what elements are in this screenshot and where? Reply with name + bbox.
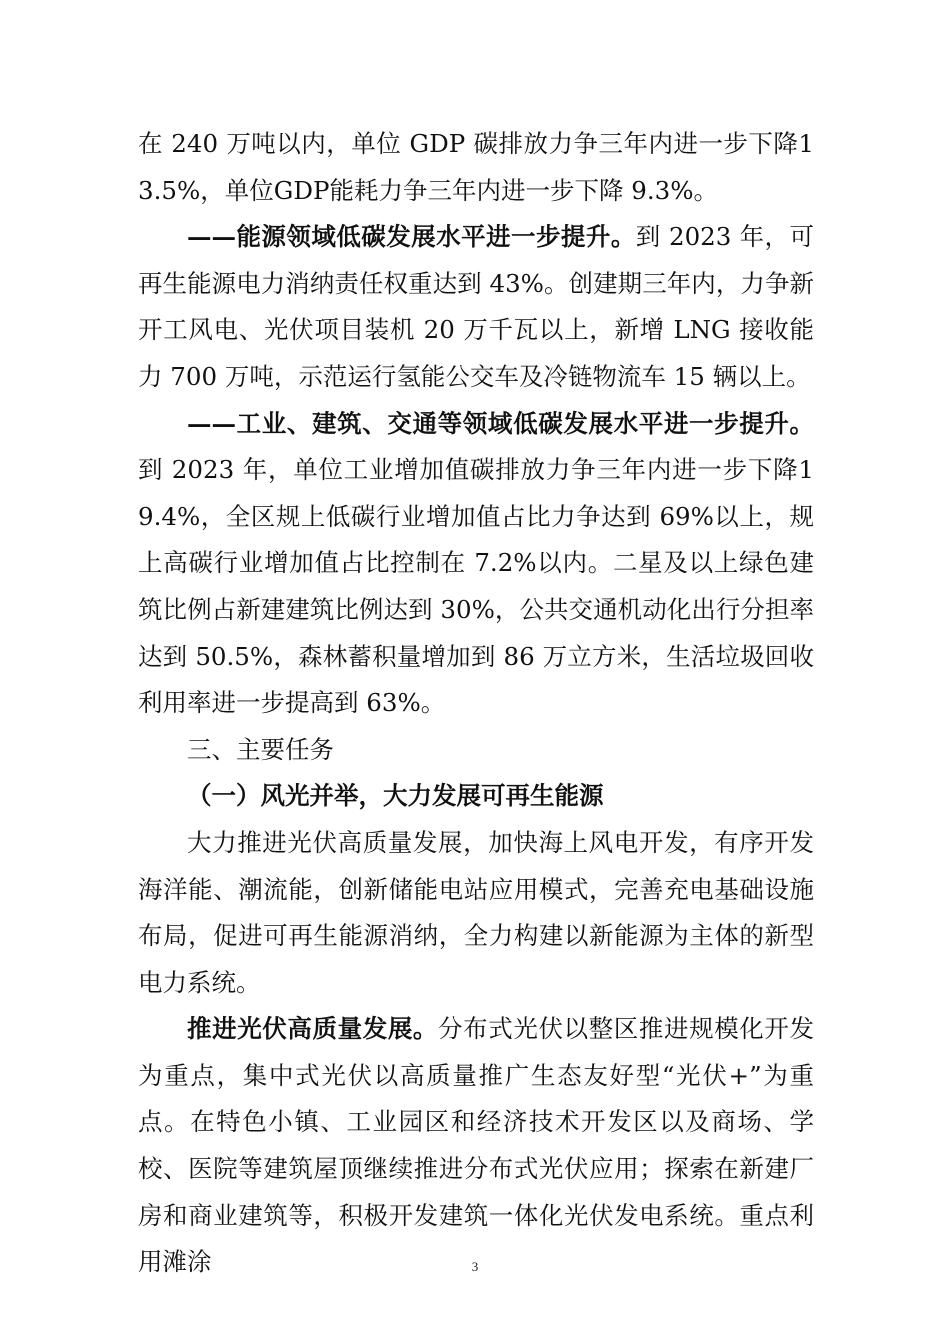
industry-sector-lead: ——工业、建筑、交通等领域低碳发展水平进一步提升。 <box>187 408 814 438</box>
paragraph-renewable-overview: 大力推进光伏高质量发展，加快海上风电开发，有序开发海洋能、潮流能，创新储能电站应用模式，完善充电基础设施布局，促进可再生能源消纳，全力构建以新能源为主体的新型电力系统。 <box>138 827 814 997</box>
section-heading: 三、主要任务 <box>187 734 334 764</box>
photovoltaic-lead: 推进光伏高质量发展。 <box>187 1014 439 1044</box>
page-number: 3 <box>471 1259 479 1274</box>
paragraph-energy-sector <box>138 214 814 400</box>
document-body <box>138 121 814 1286</box>
subsection-heading: （一）风光并举，大力发展可再生能源 <box>187 781 604 811</box>
photovoltaic-text: 分布式光伏以整区推进规模化开发为重点，集中式光伏以高质量推广生态友好型“光伏+”为重点。在特色小镇、工业园区和经济技术开发区以及商场、学校、医院等建筑屋顶继续推进分布式光伏应用；探索在新建厂房和商业建筑等，积极开发建筑一体化光伏发电系统。重点利用滩涂 <box>138 1014 815 1277</box>
energy-sector-lead: ——能源领域低碳发展水平进一步提升。 <box>187 222 636 252</box>
industry-sector-text: 到 2023 年，单位工业增加值碳排放力争三年内进一步下降19.4%，全区规上低碳行业增加值占比力争达到 69%以上，规上高碳行业增加值占比控制在 7.2%以内。二星及以上绿色建筑比例占新建建筑比例达到 30%，公共交通机动化出行分担率达到 50.5%，森林蓄积量增加到 86 万立方米，生活垃圾回收利用率进一步提高到 63%。 <box>138 455 814 718</box>
paragraph-photovoltaic <box>138 1006 814 1286</box>
paragraph-industry-sector <box>138 401 814 727</box>
paragraph-emissions-targets: 在 240 万吨以内，单位 GDP 碳排放力争三年内进一步下降13.5%，单位GDP能耗力争三年内进一步下降 9.3%。 <box>138 129 814 205</box>
energy-sector-text: 到 2023 年，可再生能源电力消纳责任权重达到 43%。创建期三年内，力争新开工风电、光伏项目装机 20 万千瓦以上，新增 LNG 接收能力 700 万吨，示范运行氢能公交车及冷链物流车 15 辆以上。 <box>138 222 814 391</box>
